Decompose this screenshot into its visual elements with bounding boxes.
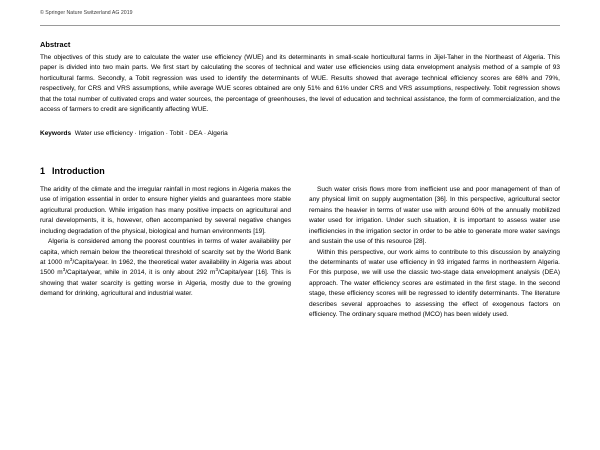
keywords-list: Water use efficiency · Irrigation · Tobit · DEA · Algeria — [74, 130, 228, 138]
section-title-text: Introduction — [52, 165, 105, 176]
abstract-text: The objectives of this study are to calculate the water use efficiency (WUE) and its determinants in small-scale horticultural farms in Jijel-Taher in the Northeast of Algeria. This paper is divided into two main parts. We first start by calculating the scores of technical and water use efficiencies using data envelopment analysis method of a sample of 93 horticultural farms. Secondly, a Tobit regression was used to identify the determinants of WUE. Results showed that average technical efficiency scores are 68% and 79%, respectively, for CRS and VRS assumptions, while average WUE scores obtained are only 51% and 61% under CRS and VRS assumptions, respectively. Tobit regression shows that the total number of cultivated crops and water sources, the percentage of greenhouses, the level of education and technical assistance, the form of commercialization, and the access of farmers to credit are significantly affecting WUE. — [40, 54, 560, 114]
header-divider — [40, 25, 560, 26]
left-column — [40, 185, 291, 321]
paragraph: Algeria is considered among the poorest countries in terms of water availability per capita, which remain below the theoretical threshold of scarcity set by the World Bank at 1000 $m^3/Capita$/year. In 1962, the theoretical water availability in Algeria was about 1500 $m^3/Capita$/year, while in 2014, it is only about 292 $m^3/Capita$/year [16]. This is showing that water scarcity is getting worse in Algeria, mostly due to the growing demand for drinking, agricultural and industrial water. — [40, 238, 292, 298]
section-heading — [40, 166, 560, 176]
paragraph: Within this perspective, our work aims to contribute to this discussion by analyzing the determinants of water use efficiency in 93 irrigated farms in northeastern Algeria. For this purpose, we will use the classic two-stage data envelopment analysis (DEA) approach. The water efficiency scores are estimated in the first stage. In the second stage, these efficiency scores will be regressed to identify determinants. The literature describes several approaches to assessing the effect of exogenous factors on efficiency. The ordinary square method (MCO) has been widely used. — [309, 248, 560, 319]
section-number: 1 — [40, 165, 46, 176]
paragraph: The aridity of the climate and the irregular rainfall in most regions in Algeria makes the use of irrigation essential in order to ensure higher yields and guarantees more stable agricultural production. While irrigation has many positive impacts on agricultural and rural developments, it is, however, often accompanied by several negative changes including degradation of the physical, biological and human environments [19]. — [40, 185, 291, 235]
two-column-body — [40, 185, 560, 321]
keywords-line — [40, 129, 560, 139]
abstract-heading: Abstract — [40, 40, 71, 49]
right-column — [309, 185, 560, 321]
copyright-line: © Springer Nature Switzerland AG 2019 — [40, 10, 133, 16]
paragraph: Such water crisis flows more from inefficient use and poor management of than of any physical limit on supply augmentation [36]. In this perspective, agricultural sector remains the heavier in terms of water use with around 60% of the annually mobilized water used for irrigation. Under such situation, it is important to assess water use inefficiencies in the irrigation sector in order to be able to generate more water savings and sustain the use of this resource [28]. — [309, 185, 560, 246]
keywords-label: Keywords — [40, 130, 72, 138]
